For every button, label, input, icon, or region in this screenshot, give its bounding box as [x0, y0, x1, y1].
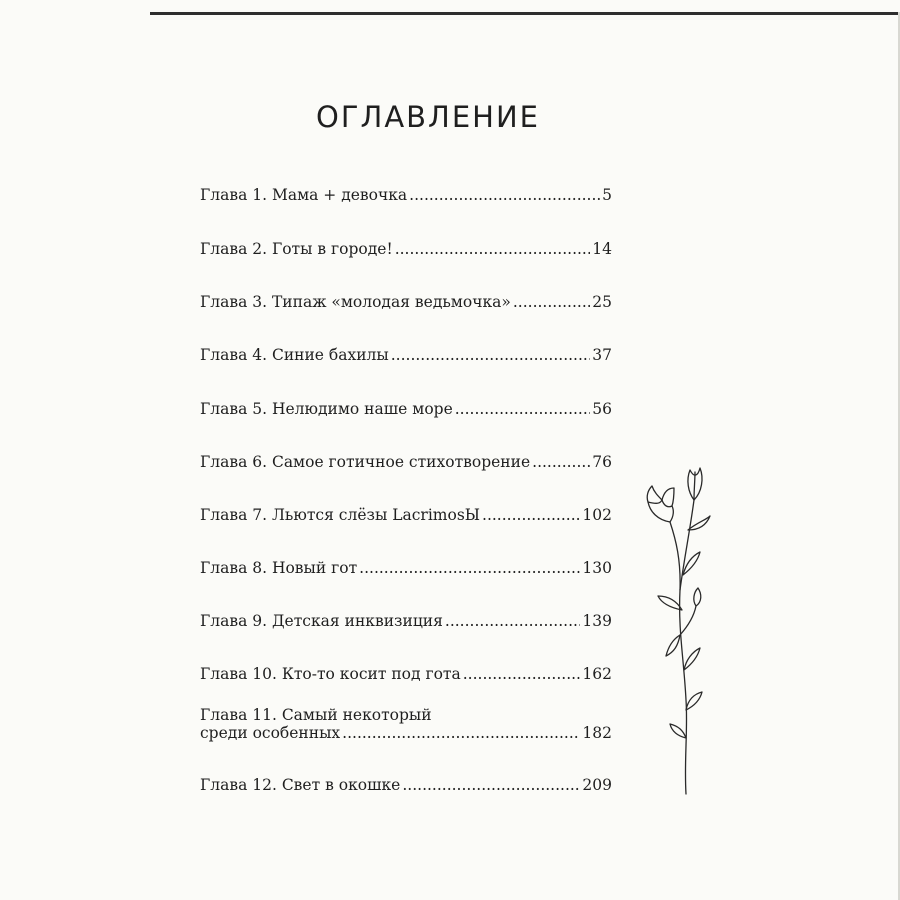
toc-entry-label: Глава 7. Льются слёзы LacrimosЫ: [200, 506, 481, 524]
toc-entry-label: Глава 1. Мама + девочка: [200, 186, 408, 204]
dot-leader: [463, 665, 581, 683]
dot-leader: [402, 776, 580, 794]
toc-entry-12: [200, 776, 612, 794]
toc-entry-6: [200, 453, 612, 471]
dot-leader: [455, 400, 591, 418]
dot-leader: [391, 346, 591, 364]
toc-entry-page: 76: [592, 453, 612, 471]
toc-entry-9: [200, 612, 612, 630]
toc-entry-label: Глава 4. Синие бахилы: [200, 346, 389, 364]
dot-leader: [532, 453, 590, 471]
toc-entry-page: 56: [592, 400, 612, 418]
flower-sprig-icon: [628, 460, 718, 800]
dot-leader: [482, 506, 580, 524]
toc-entry-page: 139: [582, 612, 612, 630]
dot-leader: [359, 559, 580, 577]
toc-entry-5: [200, 400, 612, 418]
toc-entry-label: Глава 10. Кто-то косит под гота: [200, 665, 461, 683]
toc-entry-page: 102: [582, 506, 612, 524]
toc-entry-8: [200, 559, 612, 577]
toc-entry-label: Глава 2. Готы в городе!: [200, 240, 393, 258]
page-title: ОГЛАВЛЕНИЕ: [316, 100, 541, 134]
dot-leader: [395, 240, 591, 258]
toc-entry-3: [200, 293, 612, 311]
toc-entry-label: среди особенных: [200, 724, 341, 742]
toc-entry-page: 25: [592, 293, 612, 311]
toc-entry-label-line1: Глава 11. Самый некоторый: [200, 706, 432, 724]
page-top-edge: [150, 12, 900, 15]
toc-entry-label: Глава 12. Свет в окошке: [200, 776, 401, 794]
toc-entry-page: 14: [592, 240, 612, 258]
dot-leader: [342, 724, 580, 742]
toc-entry-1: [200, 186, 612, 204]
toc-entry-page: 182: [582, 724, 612, 742]
dot-leader: [445, 612, 581, 630]
dot-leader: [409, 186, 600, 204]
toc-entry-label: Глава 9. Детская инквизиция: [200, 612, 443, 630]
toc-entry-2: [200, 240, 612, 258]
toc-entry-label: Глава 8. Новый гот: [200, 559, 358, 577]
toc-entry-page: 209: [582, 776, 612, 794]
toc-entry-label: Глава 6. Самое готичное стихотворение: [200, 453, 531, 471]
toc-entry-page: 37: [592, 346, 612, 364]
toc-entry-10: [200, 665, 612, 683]
toc-entry-page: 5: [602, 186, 612, 204]
toc-entry-label: Глава 5. Нелюдимо наше море: [200, 400, 453, 418]
toc-entry-11: [200, 706, 612, 742]
dot-leader: [513, 293, 590, 311]
toc-entry-label: Глава 3. Типаж «молодая ведьмочка»: [200, 293, 511, 311]
toc-entry-page: 162: [582, 665, 612, 683]
toc-entry-page: 130: [582, 559, 612, 577]
toc-entry-4: [200, 346, 612, 364]
toc-entry-7: [200, 506, 612, 524]
